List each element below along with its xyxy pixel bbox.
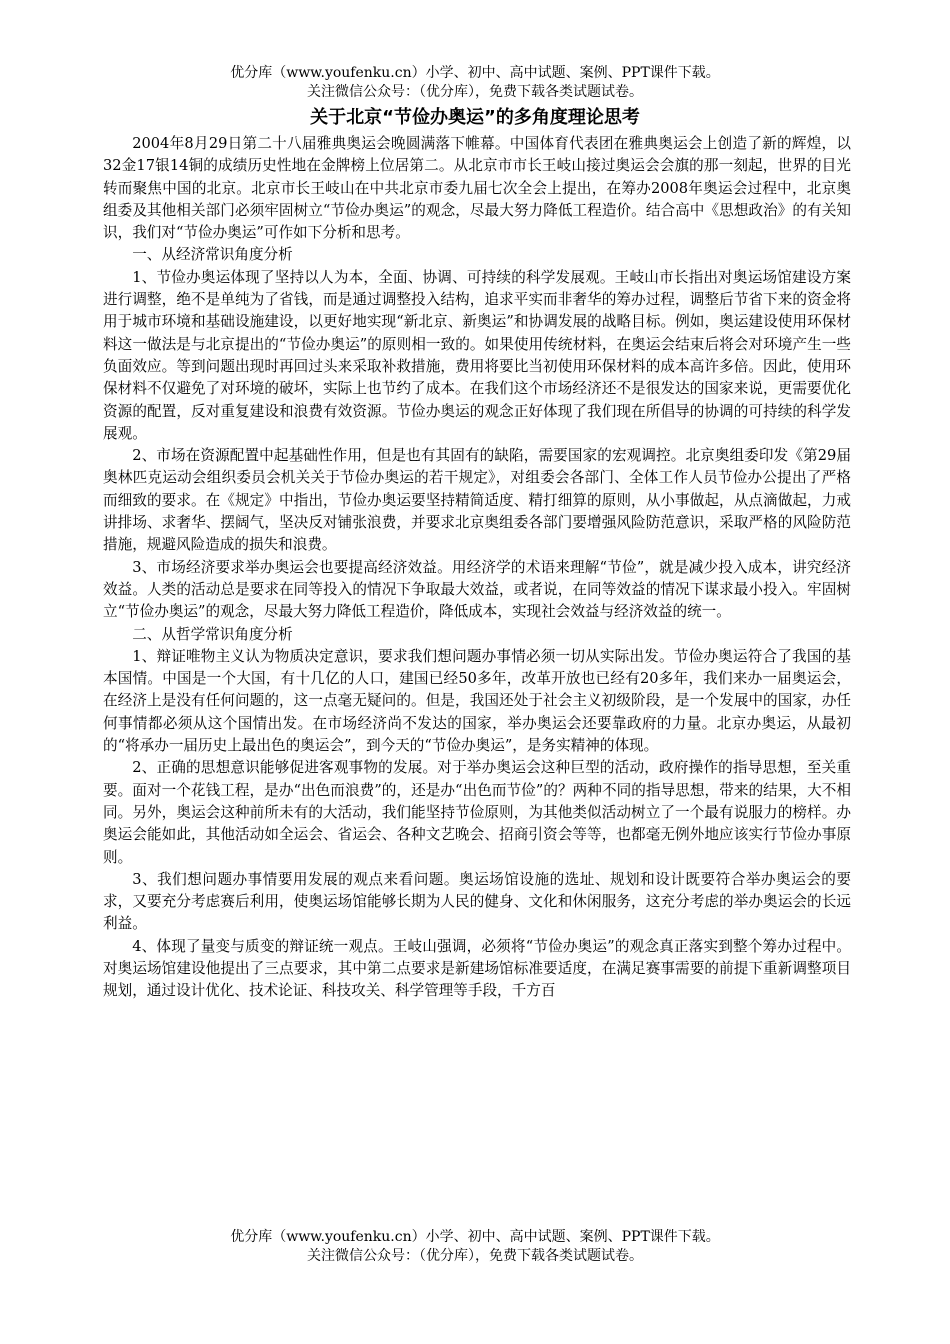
intro-paragraph: 2004年8月29日第二十八届雅典奥运会晚圆满落下帷幕。中国体育代表团在雅典奥运会上创造了新的辉煌，以32金17银14铜的成绩历史性地在金牌榜上位居第二。从北京市市长王岐山接过奥运会会旗的那一刻起，世界的目光转而聚焦中国的北京。北京市长王岐山在中共北京市委九届七次全会上提出，在筹办2008年奥运会过程中，北京奥组委及其他相关部门必须牢固树立“节俭办奥运”的观念，尽最大努力降低工程造价。结合高中《思想政治》的有关知识，我们对“节俭办奥运”可作如下分析和思考。	[103, 135, 851, 242]
economics-point-3: 3、市场经济要求举办奥运会也要提高经济效益。用经济学的术语来理解“节俭”，就是减少投入成本，讲究经济效益。人类的活动总是要求在同等投入的情况下争取最大效益，或者说，在同等效益的情况下谋求最小投入。牢固树立“节俭办奥运”的观念，尽最大努力降低工程造价，降低成本，实现社会效益与经济效益的统一。	[103, 558, 851, 621]
footer-line-1: 优分库（www.youfenku.cn）小学、初中、高中试题、案例、PPT课件下载。	[230, 1229, 720, 1245]
economics-point-1: 1、节俭办奥运体现了坚持以人为本，全面、协调、可持续的科学发展观。王岐山市长指出对奥运场馆建设方案进行调整，绝不是单纯为了省钱，而是通过调整投入结构，追求平实而非奢华的筹办过程，调整后节省下来的资金将用于城市环境和基础设施建设，以更好地实现“新北京、新奥运”和协调发展的战略目标。例如，奥运建设使用环保材料这一做法是与北京提出的“节俭办奥运”的原则相一致的。如果使用传统材料，在奥运会结束后将会对环境产生一些负面效应。等到问题出现时再回过头来采取补救措施，费用将要比当初使用环保材料的成本高许多倍。因此，使用环保材料不仅避免了对环境的破坏，实际上也节约了成本。在我们这个市场经济还不是很发达的国家来说，更需要优化资源的配置，反对重复建设和浪费有效资源。节俭办奥运的观念正好体现了我们现在所倡导的协调的可持续的科学发展观。	[103, 268, 851, 442]
philosophy-point-1: 1、辩证唯物主义认为物质决定意识，要求我们想问题办事情必须一切从实际出发。节俭办奥运符合了我国的基本国情。中国是一个大国，有十几亿的人口，建国已经50多年，改革开放也已经有20多年，我们来办一届奥运会，在经济上是没有任何问题的，这一点毫无疑问的。但是，我国还处于社会主义初级阶段，是一个发展中的国家，办任何事情都必须从这个国情出发。在市场经济尚不发达的国家，举办奥运会还要靠政府的力量。北京办奥运，从最初的“将承办一届历史上最出色的奥运会”，到今天的“节俭办奥运”，是务实精神的体现。	[103, 647, 851, 755]
header-line-2: 关注微信公众号：（优分库），免费下载各类试题试卷。	[307, 84, 643, 100]
footer-line-2: 关注微信公众号：（优分库），免费下载各类试题试卷。	[307, 1248, 643, 1264]
economics-point-2: 2、市场在资源配置中起基础性作用，但是也有其固有的缺陷，需要国家的宏观调控。北京奥组委印发《第29届奥林匹克运动会组织委员会机关关于节俭办奥运的若干规定》，对组委会各部门、全体工作人员节俭办公提出了严格而细致的要求。在《规定》中指出，节俭办奥运要坚持精简适度、精打细算的原则，从小事做起，从点滴做起，力戒讲排场、求奢华、摆阔气，坚决反对铺张浪费，并要求北京奥组委各部门要增强风险防范意识，采取严格的风险防范措施，规避风险造成的损失和浪费。	[103, 447, 851, 554]
header-line-1: 优分库（www.youfenku.cn）小学、初中、高中试题、案例、PPT课件下载。	[230, 65, 720, 81]
section-heading-philosophy: 二、从哲学常识角度分析	[132, 625, 293, 643]
document-title: 关于北京“节俭办奥运”的多角度理论思考	[310, 107, 640, 128]
page-header	[0, 64, 950, 102]
document-body	[103, 133, 851, 1003]
philosophy-point-4: 4、体现了量变与质变的辩证统一观点。王岐山强调，必须将“节俭办奥运”的观念真正落实到整个筹办过程中。对奥运场馆建设他提出了三点要求，其中第二点要求是新建场馆标准要适度，在满足赛事需要的前提下重新调整项目规划，通过设计优化、技术论证、科技攻关、科学管理等手段，千方百	[103, 937, 851, 1000]
section-heading-economics: 一、从经济常识角度分析	[132, 246, 293, 264]
philosophy-point-3: 3、我们想问题办事情要用发展的观点来看问题。奥运场馆设施的选址、规划和设计既要符合举办奥运会的要求，又要充分考虑赛后利用，使奥运场馆能够长期为人民的健身、文化和休闲服务，这充分考虑的举办奥运会的长远利益。	[103, 870, 851, 933]
philosophy-point-2: 2、正确的思想意识能够促进客观事物的发展。对于举办奥运会这种巨型的活动，政府操作的指导思想，至关重要。面对一个花钱工程，是办“出色而浪费”的，还是办“出色而节俭”的？两种不同的指导思想，带来的结果，大不相同。另外，奥运会这种前所未有的大活动，我们能坚持节俭原则，为其他类似活动树立了一个最有说服力的榜样。办奥运会能如此，其他活动如全运会、省运会、各种文艺晚会、招商引资会等等，也都毫无例外地应该实行节俭办事原则。	[103, 759, 851, 866]
page-footer	[0, 1228, 950, 1266]
